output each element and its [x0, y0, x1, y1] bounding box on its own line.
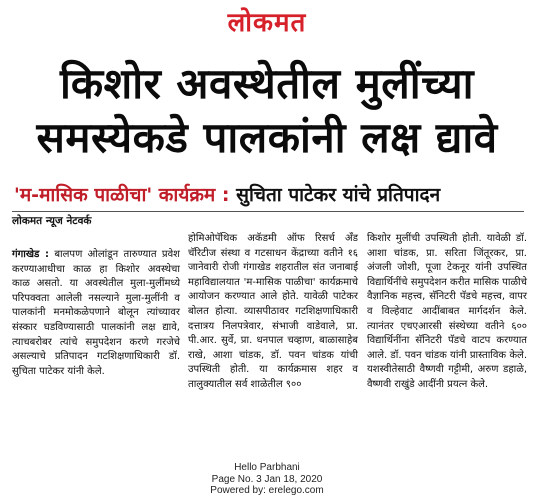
page-footer	[0, 462, 534, 497]
byline: लोकमत न्यूज नेटवर्क	[12, 215, 92, 227]
article-column-1-text: बालपण ओलांडून तारुण्यात प्रवेश करण्याआधीचा काळ हा किशोर अवस्थेचा काळ असतो. या अवस्थेतील मुला-मुलींमध्ये परिपक्वता आलेली नसल्याने मुला-मुलींनी व पालकांनी मनमोकळेपणाने बोलून त्यांच्यावर संस्कार घडविण्यासाठी पालकांनी लक्ष द्यावे, त्याचबरोबर त्यांचे समुपदेशन करणे गरजेचे असल्याचे प्रतिपादन गटशिक्षणाधिकारी डॉ. सुचिता पाटेकर यांनी केले.	[12, 249, 180, 377]
byline-divider	[12, 211, 524, 212]
subheadline-quoted: 'म-मासिक पाळीचा' कार्यक्रम :	[14, 184, 230, 206]
footer-page-date: Page No. 3 Jan 18, 2020	[211, 473, 323, 485]
newspaper-masthead: लोकमत	[227, 8, 307, 38]
article-column-2-text: होमिओपॅथिक अकॅडमी ऑफ रिसर्च अँड चॅरिटीज संस्था व गटसाधन केंद्राच्या वतीने १६ जानेवारी रोजी गंगाखेड शहरातील संत जनाबाई महाविद्यालयात 'म-मासिक पाळीचा' कार्यक्रमाचे आयोजन करण्यात आले होते. यावेळी पाटेकर बोलत होत्या. व्यासपीठावर गटशिक्षणाधिकारी दत्तात्रय निलपत्रेवार, संभाजी वाडेवाले, प्रा. पी.आर. सुर्वे, प्रा. धनपाल चव्हाण, बाळासाहेब राखे, आशा चांडक, डॉ. पवन चांडक यांची उपस्थिती होती. या कार्यक्रमास शहर व तालुक्यातील सर्व शाळेतील ९००	[188, 233, 358, 390]
article-column-3-text: किशोर मुलींची उपस्थिती होती. यावेळी डॉ. आशा चांडक, प्रा. सरिता जिंतूरकर, प्रा. अंजली जोशी, पूजा टेकनूर यांनी उपस्थित विद्यार्थिनींचे समुपदेशन करीत मासिक पाळीचे वैज्ञानिक महत्त्व, सॅनिटरी पॅडचे महत्त्व, वापर व विल्हेवाट आदींबाबत मार्गदर्शन केले. त्यानंतर एचएआरसी संस्थेच्या वतीने ६०० विद्यार्थिनींना सॅनिटरी पॅडचे वाटप करण्यात आले. डॉ. पवन चांडक यांनी प्रास्ताविक केले. यशस्वीतेसाठी वैष्णवी गट्टीमी, अरुण डहाळे, वैष्णवी राखुंडे आदींनी प्रयत्न केले.	[367, 233, 527, 390]
footer-powered-by: Powered by: erelego.com	[210, 485, 324, 496]
article-column-2	[188, 232, 358, 393]
dateline-place: गंगाखेड :	[12, 249, 50, 260]
subheadline-rest: सुचिता पाटेकर यांचे प्रतिपादन	[229, 184, 441, 206]
subheadline	[14, 182, 524, 208]
footer-edition: Hello Parbhani	[234, 462, 300, 473]
article-column-1	[12, 248, 180, 379]
headline-line-2: समस्येकडे पालकांनी लक्ष द्यावे	[36, 113, 498, 162]
headline-line-1: किशोर अवस्थेतील मुलींच्या	[60, 59, 474, 108]
article-column-3	[367, 232, 527, 393]
